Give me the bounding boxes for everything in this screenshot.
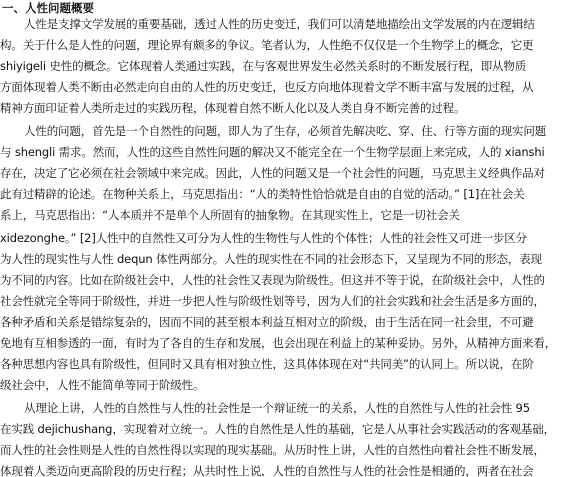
text-line: 此有过精辟的论述。在物种关系上，马克思指出：“人的类特性恰恰就是自由的自觉的活动。” [1]在社会关	[0, 187, 525, 201]
text-line: 各种矛盾和关系是错综复杂的，因而不同的甚至根本利益互相对立的阶级，由于生活在同一社会里，不可避	[0, 315, 534, 329]
text-line: 社会性就完全等同于阶级性，并进一步把人性与阶级性划等号，因为人们的社会实践和社会生活是多方面的，	[0, 294, 545, 308]
text-line: 与 shengli 需求。然而，人性的这些自然性问题的解决又不能完全在一个生物学层面上来完成，人的 xianshi	[0, 145, 545, 159]
text-line: 方面体现着人类不断由必然走向自由的人性的历史变迁，也反方向地体现着文学不断丰富与发展的过程，从	[0, 80, 534, 94]
text-line: 人性的问题，首先是一个自然性的问题，即人为了生存，必须首先解决吃、穿、住、行等方面的现实问题	[24, 124, 547, 138]
text-line: 从理论上讲，人性的自然性与人性的社会性是一个辩证统一的关系，人性的自然性与人性的社会性 95	[24, 401, 530, 415]
text-line: 免地有互相参透的一面，有时为了各自的生存和发展，也会出现在利益上的某种妥协。另外，从精神方面来看，	[0, 336, 557, 350]
text-line: 存在，决定了它必须在社会领域中来完成。因此，人性的问题又是一个社会性的问题，马克思主义经典作品对	[0, 166, 545, 180]
text-line: shiyigeli 史性的概念。它体现着人类通过实践，在与客观世界发生必然关系时的不断发展行程，即从物质	[0, 59, 527, 73]
text-line: 各种思想内容也具有阶级性，但同时又具有相对独立性，这具体体现在对“共同美”的认同上。所以说，在阶	[0, 357, 534, 371]
text-line: 为人性的现实性与人性 dequn 体性两部分。人性的现实性在不同的社会形态下，又呈现为不同的形态，表现	[0, 252, 542, 266]
text-line: 系上，马克思指出：“人本质并不是单个人所固有的抽象物。在其现实性上，它是一切社会关	[0, 208, 460, 222]
text-line: 在实践 dejichushang，实现着对立统一。人性的自然性是人性的基础，它是人从事社会实践活动的客观基础，	[0, 422, 555, 436]
text-line: 构。关于什么是人性的问题，理论界有颇多的争议。笔者认为，人性绝不仅仅是一个生物学上的概念，它更	[0, 38, 534, 52]
text-line: xidezonghe。” [2]人性中的自然性又可分为人性的生物性与人性的个体性；人性的社会性又可进一步区分	[0, 231, 527, 245]
text-line: 人性是支撑文学发展的重要基础，透过人性的历史变迁，我们可以清楚地描绘出文学发展的内在逻辑结	[24, 17, 535, 31]
text-line: 为不同的内容。比如在阶级社会中，人性的社会性又表现为阶级性。但这并不等于说，在阶级社会中，人性的	[0, 273, 545, 287]
text-line: 精神方面印证着人类所走过的实践历程，体现着自然不断人化以及人类自身不断完善的过程。	[0, 101, 466, 115]
text-line: 级社会中，人性不能简单等同于阶级性。	[0, 378, 205, 392]
text-line: 而人性的社会性则是人性的自然性得以实现的现实基础。从历时性上讲，人性的自然性向着社会性不断发展，	[0, 443, 545, 457]
text-line: 体现着人类迈向更高阶段的历史行程；从共时性上说，人性的自然性与人性的社会性是相通的，两者在社会	[0, 464, 534, 477]
section-heading: 一、人性问题概要	[2, 1, 94, 15]
